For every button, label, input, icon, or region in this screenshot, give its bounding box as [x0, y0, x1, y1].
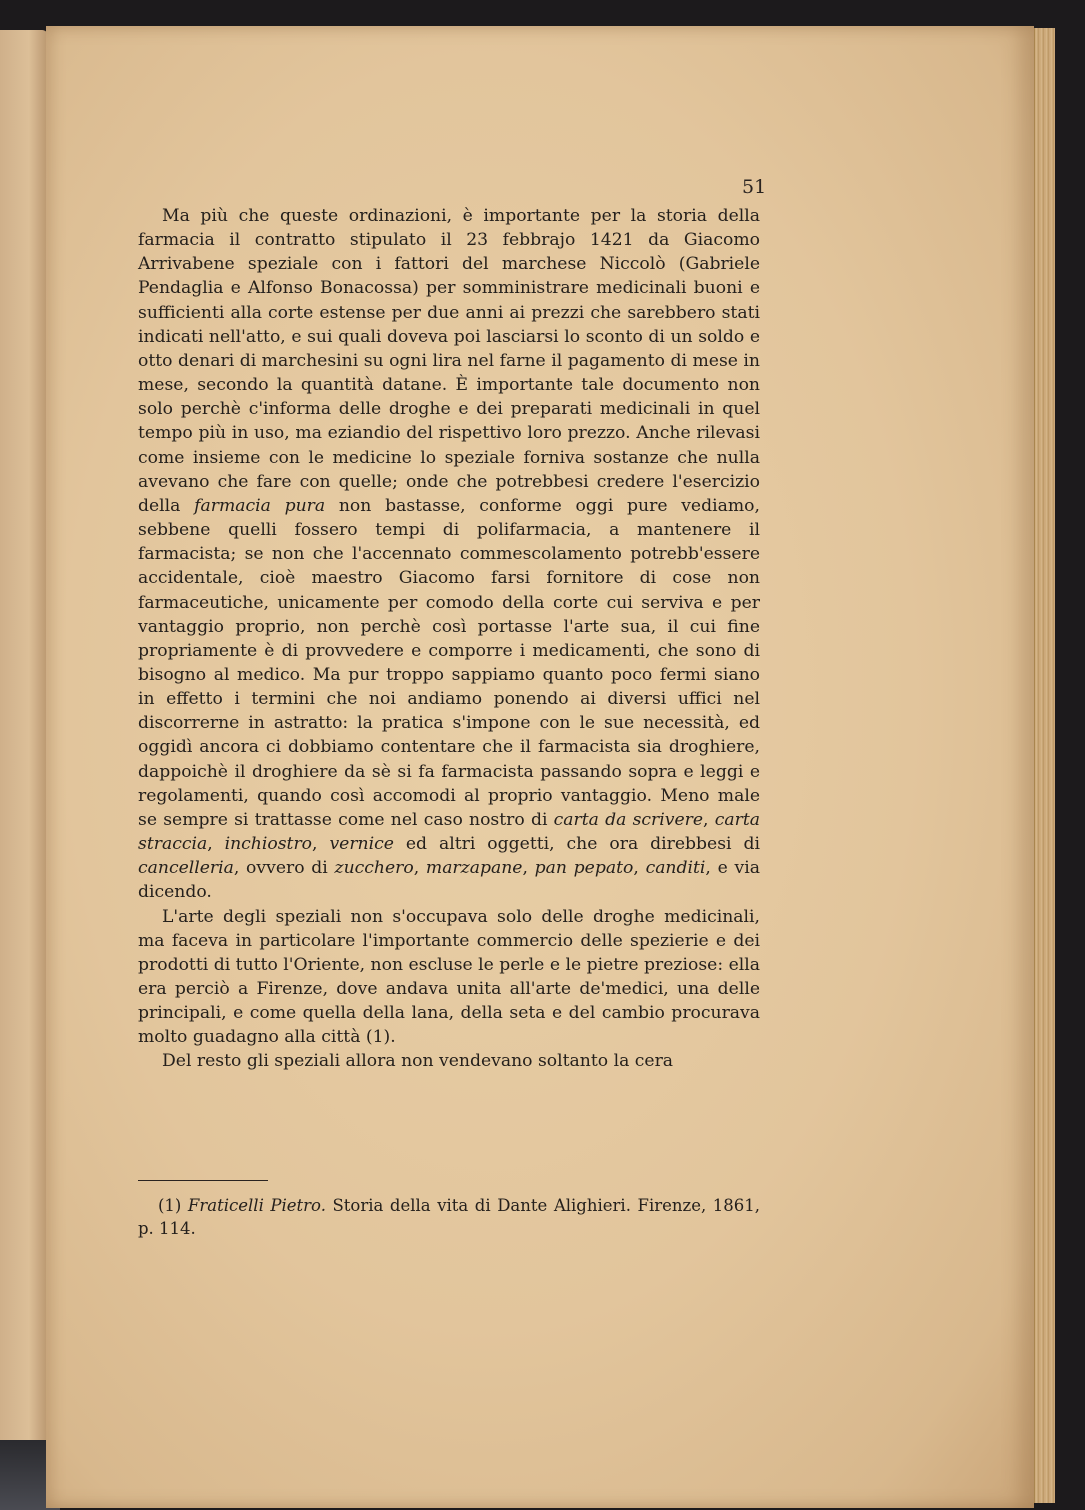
body-text — [138, 204, 760, 1074]
paragraph-2: L'arte degli speziali non s'occupava solo delle droghe medicinali, ma faceva in particolare l'importante commercio delle spezierie e dei prodotti di tutto l'Oriente, non escluse le perle e le pietre preziose: ella era perciò a Firenze, dove andava unita all'arte de'medici, una delle principali, e come quella della lana, della seta e del cambio procurava molto guadagno alla città (1). — [138, 906, 760, 1048]
page-number: 51 — [742, 176, 767, 198]
paragraph-1: Ma più che queste ordinazioni, è importante per la storia della farmacia il contratto stipulato il 23 febbrajo 1421 da Giacomo Arrivabene speziale con i fattori del marchese Niccolò (Gabriele Pendaglia e Alfonso Bonacossa) per somministrare medicinali buoni e sufficienti alla corte estense per due anni ai prezzi che sarebbero stati indicati nell'atto, e sui quali doveva poi lasciarsi lo sconto di un soldo e otto denari di marchesini su ogni lira nel farne il pagamento di mese in mese, secondo la quantità datane. È importante tale documento non solo perchè c'informa delle droghe e dei preparati medicinali in quel tempo più in uso, ma eziandio del rispettivo loro prezzo. Anche rilevasi come insieme con le medicine lo speziale forniva sostanze che nulla avevano che fare con quelle; onde che potrebbesi credere l'esercizio della farmacia pura non bastasse, conforme oggi pure vediamo, sebbene quelli fossero tempi di polifarmacia, a mantenere il farmacista; se non che l'accennato commescolamento potrebb'essere accidentale, cioè maestro Giacomo farsi fornitore di cose non farmaceutiche, unicamente per comodo della corte cui serviva e per vantaggio proprio, non perchè così portasse l'arte sua, il cui fine propriamente è di provvedere e comporre i medicamenti, che sono di bisogno al medico. Ma pur troppo sappiamo quanto poco fermi siano in effetto i termini che noi andiamo ponendo ai diversi uffici nel discorrerne in astratto: la pratica s'impone con le sue necessità, ed oggidì ancora ci dobbiamo contentare che il farmacista sia droghiere, dappoichè il droghiere da sè si fa farmacista passando sopra e leggi e regolamenti, quando così accomodi al proprio vantaggio. Meno male se sempre si trattasse come nel caso nostro di carta da scrivere, carta straccia, inchiostro, vernice ed altri oggetti, che ora direbbesi di cancelleria, ovvero di zucchero, marzapane, pan pepato, canditi, e via dicendo. — [138, 206, 760, 903]
footnote-1: (1) Fraticelli Pietro. Storia della vita di Dante Alighieri. Firenze, 1861, p. 114. — [138, 1196, 760, 1238]
footnote-divider — [138, 1180, 268, 1181]
previous-page-edge — [0, 30, 48, 1500]
paragraph-3: Del resto gli speziali allora non vendevano soltanto la cera — [162, 1051, 674, 1072]
footnote — [138, 1194, 760, 1240]
page-stack-edges — [1034, 28, 1055, 1503]
